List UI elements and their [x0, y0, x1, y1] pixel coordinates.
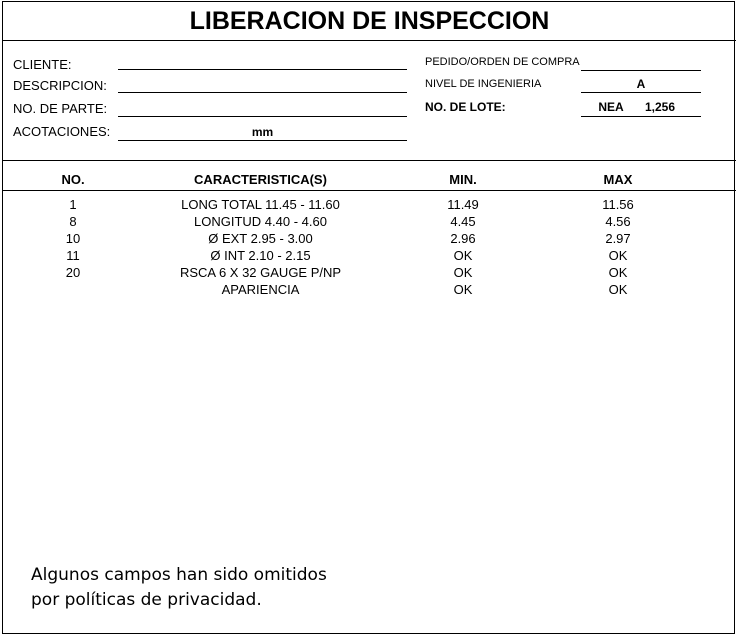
- inspection-release-form: [2, 1, 735, 634]
- row-max: 11.56: [602, 197, 634, 212]
- col-header-caracteristica: CARACTERISTICA(S): [194, 172, 327, 187]
- row-caracteristica: RSCA 6 X 32 GAUGE P/NP: [179, 265, 342, 280]
- row-no: 8: [69, 214, 77, 229]
- pedido-label: PEDIDO/ORDEN DE COMPRA: [425, 56, 580, 68]
- row-no: 10: [65, 231, 81, 246]
- row-min: 11.49: [447, 197, 479, 212]
- row-no: 20: [65, 265, 81, 280]
- no-lote-label: NO. DE LOTE:: [425, 100, 506, 114]
- cliente-label: CLIENTE:: [13, 57, 72, 72]
- row-max: 2.97: [605, 231, 631, 246]
- pedido-field-line: [581, 70, 701, 71]
- acotaciones-value: mm: [251, 125, 274, 139]
- table-row: [3, 281, 736, 298]
- col-header-max: MAX: [603, 172, 633, 187]
- acotaciones-label: ACOTACIONES:: [13, 124, 111, 139]
- table-row: [3, 196, 736, 213]
- table-row: [3, 230, 736, 247]
- table-header-divider: [3, 190, 736, 191]
- lote-field-line: [581, 116, 701, 117]
- row-no: 1: [69, 197, 77, 212]
- row-caracteristica: LONGITUD 4.40 - 4.60: [194, 214, 327, 229]
- form-title: LIBERACION DE INSPECCION: [3, 2, 736, 41]
- row-caracteristica: LONG TOTAL 11.45 - 11.60: [181, 197, 340, 212]
- descripcion-field-line: [118, 92, 407, 93]
- row-max: OK: [608, 248, 628, 263]
- privacy-note-line-1: Algunos campos han sido omitidos: [31, 565, 327, 585]
- header-divider: [3, 160, 736, 161]
- no-parte-label: NO. DE PARTE:: [13, 101, 108, 116]
- row-no: 11: [66, 248, 80, 263]
- row-min: 2.96: [450, 231, 476, 246]
- lote-number: 1,256: [644, 100, 676, 114]
- descripcion-label: DESCRIPCION:: [13, 78, 107, 93]
- table-row: [3, 264, 736, 281]
- row-caracteristica: APARIENCIA: [221, 282, 300, 297]
- row-min: 4.45: [450, 214, 476, 229]
- row-max: OK: [608, 282, 628, 297]
- no-parte-field-line: [118, 116, 407, 117]
- row-caracteristica: Ø EXT 2.95 - 3.00: [208, 231, 313, 246]
- col-header-min: MIN.: [449, 172, 477, 187]
- row-min: OK: [453, 248, 473, 263]
- row-caracteristica: Ø INT 2.10 - 2.15: [210, 248, 311, 263]
- privacy-note-line-2: por políticas de privacidad.: [31, 590, 262, 610]
- table-row: [3, 213, 736, 230]
- row-min: OK: [453, 282, 473, 297]
- row-max: OK: [608, 265, 628, 280]
- row-min: OK: [453, 265, 473, 280]
- privacy-note: [31, 563, 327, 613]
- nivel-ingenieria-value: A: [636, 77, 646, 91]
- nivel-ingenieria-label: NIVEL DE INGENIERIA: [425, 78, 542, 90]
- cliente-field-line: [118, 69, 407, 70]
- acotaciones-field-line: [118, 140, 407, 141]
- nivel-field-line: [581, 92, 701, 93]
- lote-prefix: NEA: [598, 100, 624, 114]
- table-row: [3, 247, 736, 264]
- row-max: 4.56: [605, 214, 631, 229]
- col-header-no: NO.: [61, 172, 85, 187]
